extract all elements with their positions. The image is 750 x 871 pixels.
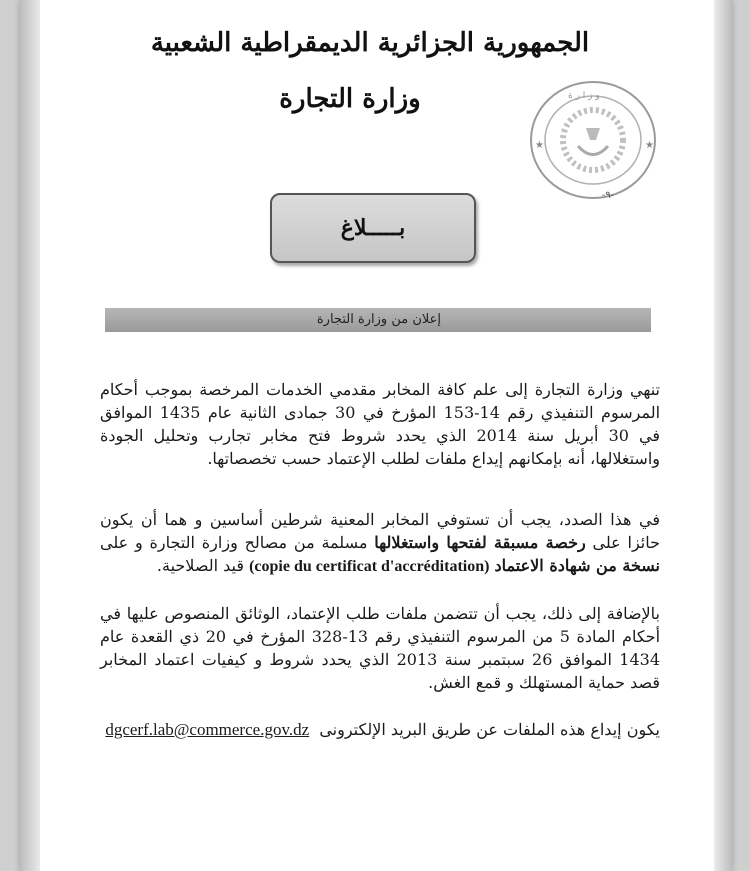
p2-middle: مسلمة من مصالح وزارة التجارة و على bbox=[100, 533, 375, 552]
svg-text:★: ★ bbox=[645, 140, 654, 151]
email-link[interactable]: dgcerf.lab@commerce.gov.dz bbox=[105, 720, 310, 739]
p2-end: قيد الصلاحية. bbox=[156, 556, 250, 575]
paragraph-2 bbox=[100, 508, 660, 578]
p2-intro: في هذا الصدد، يجب أن تستوفي المخابر المعنية شرطين أساسين و هما أن يكون حائزا على bbox=[100, 510, 661, 552]
svg-text:★: ★ bbox=[535, 140, 544, 151]
svg-text:و ز ا ر ة: و ز ا ر ة bbox=[568, 91, 600, 101]
page-right-shadow bbox=[714, 0, 732, 871]
announcement-banner bbox=[105, 308, 651, 332]
ministry-title: وزارة التجارة bbox=[279, 84, 421, 114]
banner-text: إعلان من وزارة التجارة bbox=[316, 312, 441, 327]
seal-mark: -٩- bbox=[601, 190, 615, 201]
notice-title-box bbox=[270, 193, 476, 263]
paragraph-4 bbox=[100, 718, 660, 741]
p2-certificate: نسخة من شهادة الاعتماد bbox=[494, 556, 660, 575]
page-left-shadow bbox=[20, 0, 40, 871]
paragraph-1: تنهي وزارة التجارة إلى علم كافة المخابر مقدمي الخدمات المرخصة بموجب أحكام المرسوم التنفيذي رقم 14-153 المؤرخ في 30 جمادى الثانية عام 1435 الموافق في 30 أبريل سنة 2014 الذي يحدد شروط فتح مخابر تجارب وتحليل الجودة واستغلالها، أنه بإمكانهم إيداع ملفات لطلب الإعتماد حسب تخصصاتها. bbox=[100, 380, 661, 468]
p4-text: يكون إيداع هذه الملفات عن طريق البريد الإلكترونى bbox=[319, 720, 660, 739]
p2-license: رخصة مسبقة لفتحها واستغلالها bbox=[374, 533, 586, 552]
paragraph-3: بالإضافة إلى ذلك، يجب أن تتضمن ملفات طلب الإعتماد، الوثائق المنصوص عليها في أحكام المادة 5 من المرسوم التنفيذي رقم 13-328 المؤرخ في 20 ذي القعدة عام 1434 الموافق 26 سبتمبر سنة 2013 الذي يحدد شروط و كيفيات اعتماد المخابر قصد حماية المستهلك و قمع الغش. bbox=[100, 604, 661, 692]
p2-french: (copie du certificat d'accréditation) bbox=[249, 558, 490, 575]
republic-title: الجمهورية الجزائرية الديمقراطية الشعبية bbox=[150, 28, 590, 58]
notice-title: بـــــلاغ bbox=[340, 215, 406, 241]
